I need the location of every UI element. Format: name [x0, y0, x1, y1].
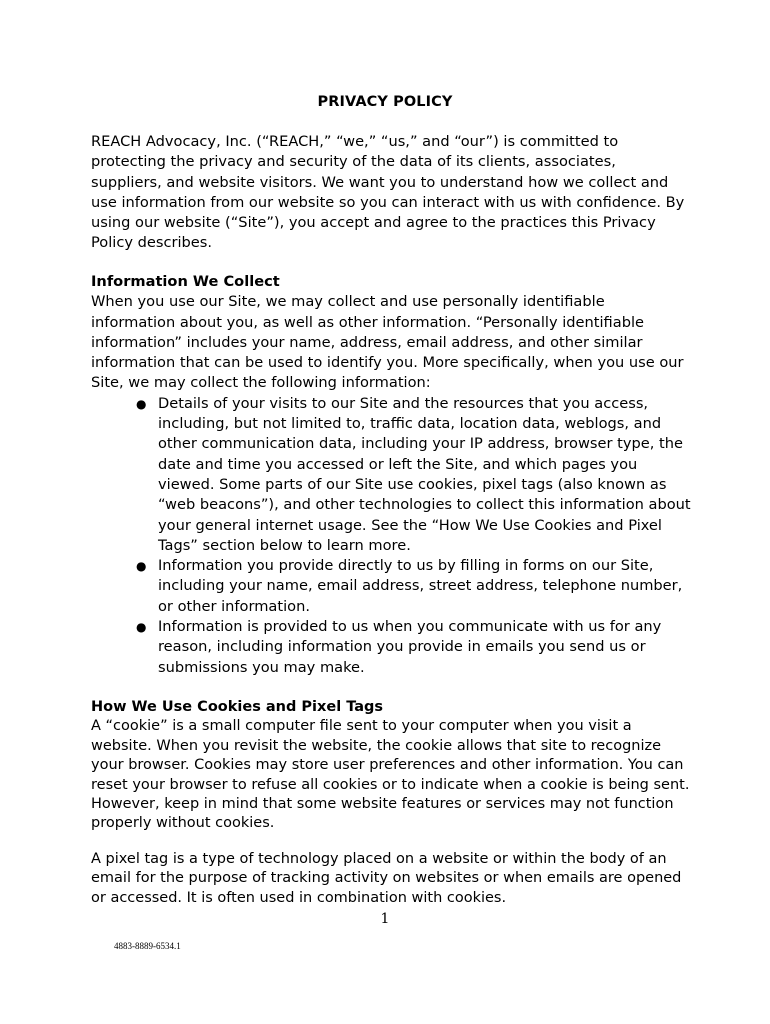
list-item: [91, 617, 691, 678]
list-item: [91, 556, 691, 617]
section-heading-cookies: How We Use Cookies and Pixel Tags: [91, 699, 384, 715]
cookies-paragraph: A “cookie” is a small computer file sent to your computer when you visit a website. When you revisit the website, the cookie allows that site to recognize your browser. Cookies may store user preferences and other information. You can reset your browser to refuse all cookies or to indicate when a cookie is being sent. However, keep in mind that some website features or services may not function properly without cookies.: [91, 718, 690, 832]
list-item-text: Information is provided to us when you communicate with us for any reason, including information you provide in emails you send us or submissions you may make.: [158, 618, 662, 676]
page-number: 1: [380, 911, 390, 927]
cookies-section: [91, 698, 691, 908]
collect-paragraph: When you use our Site, we may collect and use personally identifiable information about you, as well as other information. “Personally identifiable information” includes your name, address, email address, and other similar information that can be used to identify you. More specifically, when you use our Site, we may collect the following information:: [91, 293, 684, 392]
bullet-icon: ●: [136, 396, 147, 411]
intro-section: [91, 132, 691, 254]
bullet-icon: ●: [136, 620, 147, 635]
list-item-text: Details of your visits to our Site and the resources that you access, including, but not limited to, traffic data, location data, weblogs, and other communication data, including your IP address, browser type, the date and time you accessed or left the Site, and which pages you viewed. Some parts of our Site use cookies, pixel tags (also known as “web beacons”), and other technologies to collect this information about your general internet usage. See the “How We Use Cookies and Pixel Tags” section below to learn more.: [158, 394, 691, 554]
list-item: [91, 394, 691, 556]
document-id: 4883-8889-6534.1: [114, 941, 181, 951]
list-item-text: Information you provide directly to us by filling in forms on our Site, including your name, email address, street address, telephone number, or other information.: [158, 557, 683, 615]
section-heading-collect: Information We Collect: [91, 273, 280, 290]
intro-paragraph: REACH Advocacy, Inc. (“REACH,” “we,” “us,” and “our”) is committed to protecting the privacy and security of the data of its clients, associates, suppliers, and website visitors. We want you to understand how we collect and use information from our website so you can interact with us with confidence. By using our website (“Site”), you accept and agree to the practices this Privacy Policy describes.: [91, 133, 685, 252]
collect-section: [91, 272, 691, 678]
page-title: PRIVACY POLICY: [317, 94, 453, 110]
bullet-icon: ●: [136, 559, 147, 574]
pixel-tag-paragraph: A pixel tag is a type of technology placed on a website or within the body of an email for the purpose of tracking activity on websites or when emails are opened or accessed. It is often used in combination with cookies.: [91, 850, 682, 906]
collect-bullet-list: [91, 394, 691, 678]
